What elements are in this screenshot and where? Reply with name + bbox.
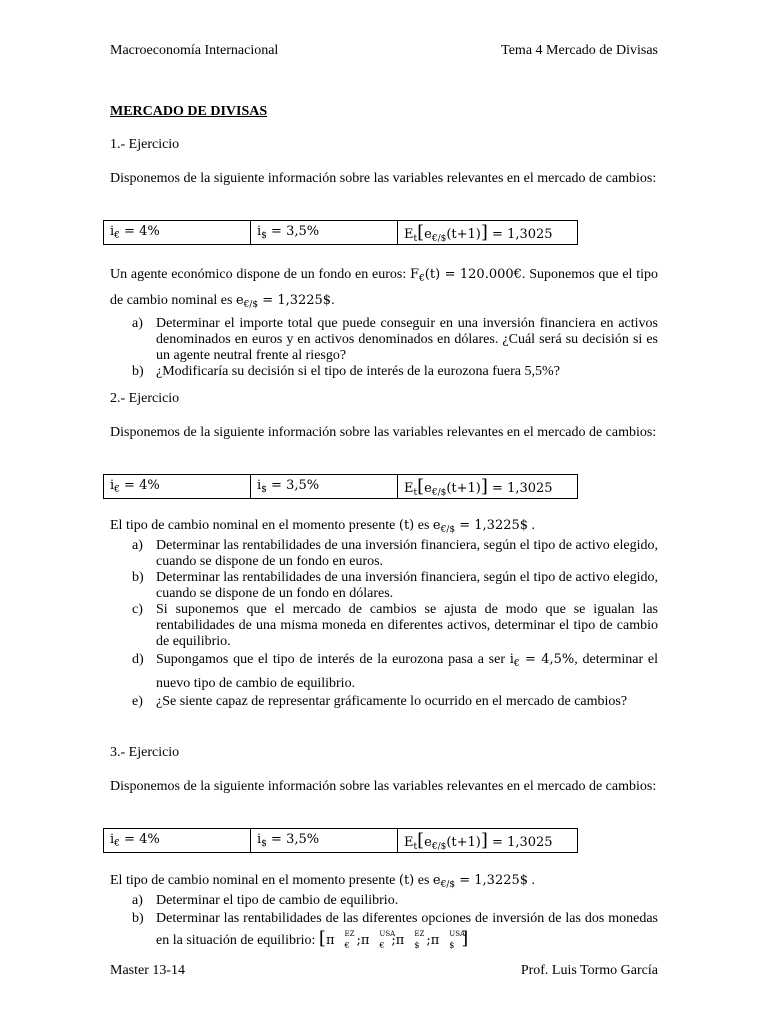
ex1-intro-text: Disponemos de la siguiente información sobre las variables relevantes en el mercado de cambios: bbox=[110, 171, 657, 186]
ex2-statement: El tipo de cambio nominal en el momento presente (t) es $e_{€/\$}$ = 1,3225$ . bbox=[110, 518, 536, 535]
ex1-intro bbox=[110, 171, 658, 187]
document-title: MERCADO DE DIVISAS bbox=[110, 104, 268, 119]
ex1-variables-table bbox=[103, 220, 578, 245]
list-item: b) ¿Modificaría su decisión si el tipo de interés de la eurozona fuera 5,5%? bbox=[132, 364, 560, 379]
list-item: c) Si suponemos que el mercado de cambios se ajusta de modo que se igualan las rentabilidades de una misma moneda en diferentes activos, determinar el tipo de cambio de equilibrio. bbox=[132, 602, 658, 649]
footer-program: Master 13-14 bbox=[110, 963, 186, 978]
list-item: a) Determinar el importe total que puede conseguir en una inversión financiera en activos denominados en euros y en activos denominados en dólares. ¿Cuál será su decisión si es un agente neutral frente al riesgo? bbox=[132, 316, 658, 363]
page-header bbox=[110, 43, 658, 59]
ex2-body bbox=[110, 518, 658, 710]
ex1-questions bbox=[110, 316, 658, 380]
ex3-body bbox=[110, 873, 658, 951]
ex1-statement: Un agente económico dispone de un fondo en euros: $F_€(t)$ = 120.000€. Suponemos que el tipo de cambio nominal es $e_{€/\$}$ = 1,3225$. bbox=[110, 267, 659, 310]
ex3-cell-iusd: $i_{\$} = 3,5\%$ bbox=[251, 829, 398, 853]
ex3-intro bbox=[110, 779, 658, 795]
ex3-cell-ieur: $i_€ = 4\%$ bbox=[104, 829, 251, 853]
ex2-intro-text: Disponemos de la siguiente información sobre las variables relevantes en el mercado de cambios: bbox=[110, 425, 657, 440]
ex1-cell-expected: $E_t[e_{€/\$}(t+1)] = 1,3025$ bbox=[398, 221, 578, 245]
list-item: b) Determinar las rentabilidades de una inversión financiera, según el tipo de activo elegido, cuando se dispone de un fondo en dólares. bbox=[132, 570, 658, 601]
list-item: b) Determinar las rentabilidades de las diferentes opciones de inversión de las dos monedas en la situación de equilibrio: [π EZ € ;π USA € ;π EZ $ ;π USA $ ] bbox=[132, 911, 658, 950]
list-item: d) Supongamos que el tipo de interés de la eurozona pasa a ser $i_€ = 4,5\%$, determinar el nuevo tipo de cambio de equilibrio. bbox=[132, 652, 658, 691]
header-topic: Tema 4 Mercado de Divisas bbox=[501, 43, 658, 58]
ex2-intro bbox=[110, 425, 658, 441]
ex2-cell-ieur: $i_€ = 4\%$ bbox=[104, 475, 251, 499]
header-course: Macroeconomía Internacional bbox=[110, 43, 279, 58]
ex2-heading: 2.- Ejercicio bbox=[110, 391, 180, 406]
ex1-cell-ieur: $i_€ = 4\%$ bbox=[104, 221, 251, 245]
ex3-questions bbox=[110, 893, 658, 951]
ex3-statement: El tipo de cambio nominal en el momento presente (t) es $e_{€/\$}$ = 1,3225$ . bbox=[110, 873, 536, 890]
ex2-variables-table bbox=[103, 474, 578, 499]
ex2-questions bbox=[110, 538, 658, 710]
ex2-cell-iusd: $i_{\$} = 3,5\%$ bbox=[251, 475, 398, 499]
list-item: a) Determinar las rentabilidades de una inversión financiera, según el tipo de activo elegido, cuando se dispone de un fondo en euros. bbox=[132, 538, 658, 569]
ex3-variables-table bbox=[103, 828, 578, 853]
ex2-cell-expected: $E_t[e_{€/\$}(t+1)] = 1,3025$ bbox=[398, 475, 578, 499]
ex1-cell-iusd: $i_{\$} = 3,5\%$ bbox=[251, 221, 398, 245]
ex3-heading: 3.- Ejercicio bbox=[110, 745, 180, 760]
list-item: a) Determinar el tipo de cambio de equilibrio. bbox=[132, 893, 399, 908]
ex1-heading: 1.- Ejercicio bbox=[110, 137, 180, 152]
ex1-body bbox=[110, 264, 658, 380]
ex3-cell-expected: $E_t[e_{€/\$}(t+1)] = 1,3025$ bbox=[398, 829, 578, 853]
returns-vector: [π EZ € ;π USA € ;π EZ $ ;π USA $ ] bbox=[318, 928, 469, 950]
list-item: e) ¿Se siente capaz de representar gráficamente lo ocurrido en el mercado de cambios? bbox=[132, 694, 628, 709]
page-footer bbox=[110, 963, 658, 979]
footer-author: Prof. Luis Tormo García bbox=[520, 963, 658, 978]
ex3-intro-text: Disponemos de la siguiente información sobre las variables relevantes en el mercado de cambios: bbox=[110, 779, 657, 794]
